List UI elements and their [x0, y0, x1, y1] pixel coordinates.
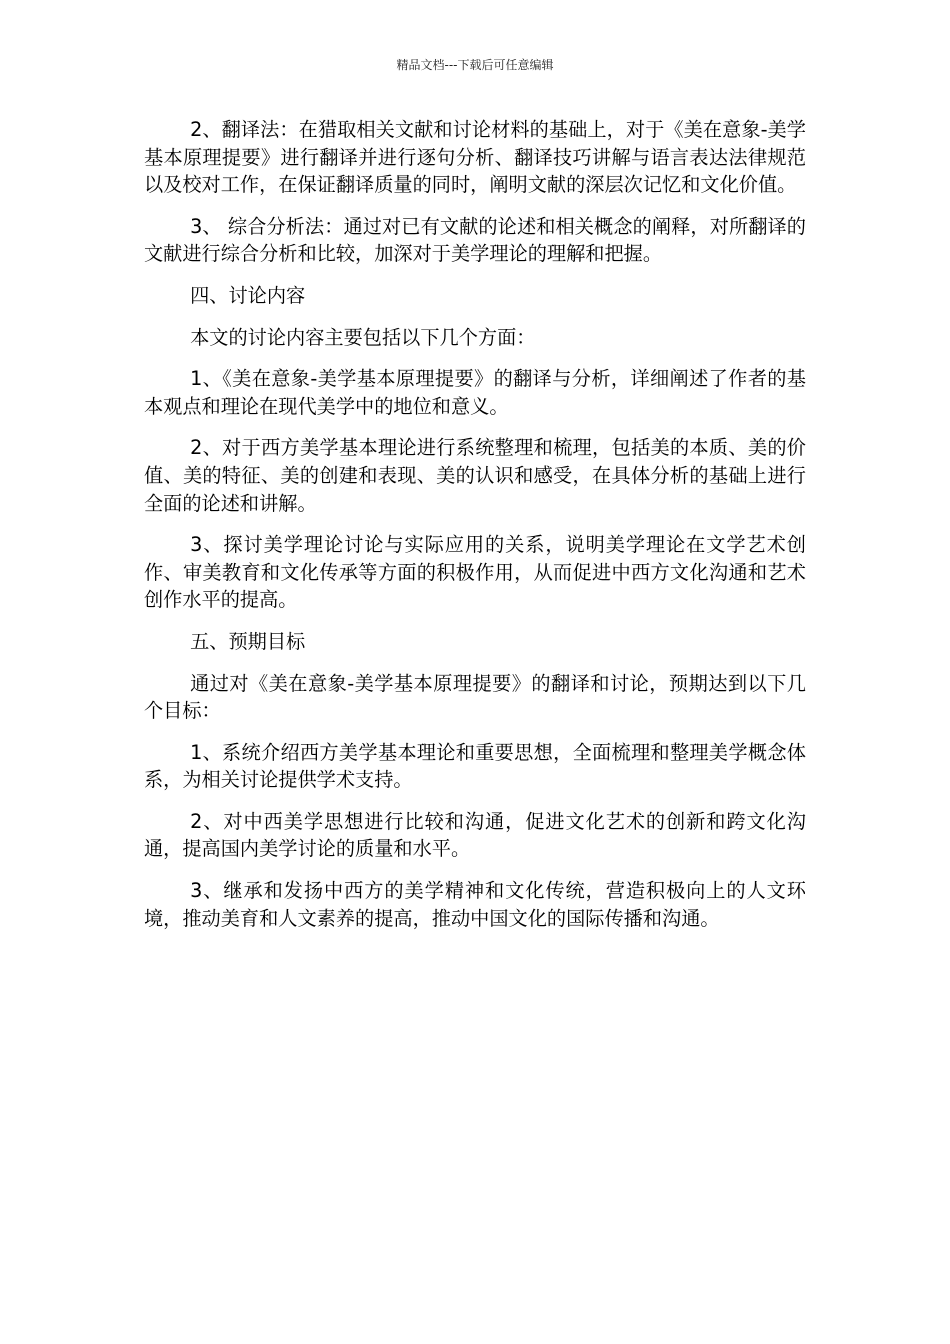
paragraph-goals-intro: 通过对《美在意象-美学基本原理提要》的翻译和讨论，预期达到以下几个目标：	[144, 671, 806, 723]
paragraph-translation-method: 2、翻译法：在猎取相关文献和讨论材料的基础上，对于《美在意象-美学基本原理提要》进行翻译并进行逐句分析、翻译技巧讲解与语言表达法律规范以及校对工作，在保证翻译质量的同时，阐明文献的深层次记忆和文化价值。	[144, 118, 806, 197]
paragraph-content-item-1: 1、《美在意象-美学基本原理提要》的翻译与分析，详细阐述了作者的基本观点和理论在现代美学中的地位和意义。	[144, 367, 806, 418]
page-header: 精品文档---下载后可任意编辑	[396, 58, 554, 72]
paragraph-content-item-3: 3、探讨美学理论讨论与实际应用的关系，说明美学理论在文学艺术创作、审美教育和文化传承等方面的积极作用，从而促进中西方文化沟通和艺术创作水平的提高。	[144, 533, 806, 612]
section-heading-research-content: 四、讨论内容	[190, 283, 306, 307]
document-body	[144, 116, 806, 946]
paragraph-comprehensive-analysis: 3、 综合分析法：通过对已有文献的论述和相关概念的阐释，对所翻译的文献进行综合分析和比较，加深对于美学理论的理解和把握。	[144, 214, 806, 266]
paragraph-goal-item-1: 1、系统介绍西方美学基本理论和重要思想，全面梳理和整理美学概念体系，为相关讨论提供学术支持。	[144, 740, 806, 792]
paragraph-goal-item-3: 3、继承和发扬中西方的美学精神和文化传统，营造积极向上的人文环境，推动美育和人文素养的提高，推动中国文化的国际传播和沟通。	[144, 879, 806, 930]
paragraph-content-item-2: 2、对于西方美学基本理论进行系统整理和梳理，包括美的本质、美的价值、美的特征、美的创建和表现、美的认识和感受，在具体分析的基础上进行全面的论述和讲解。	[144, 436, 806, 515]
section-heading-expected-goals: 五、预期目标	[190, 629, 306, 653]
paragraph-goal-item-2: 2、对中西美学思想进行比较和沟通，促进文化艺术的创新和跨文化沟通，提高国内美学讨论的质量和水平。	[144, 809, 806, 861]
paragraph-content-intro: 本文的讨论内容主要包括以下几个方面：	[190, 325, 536, 349]
